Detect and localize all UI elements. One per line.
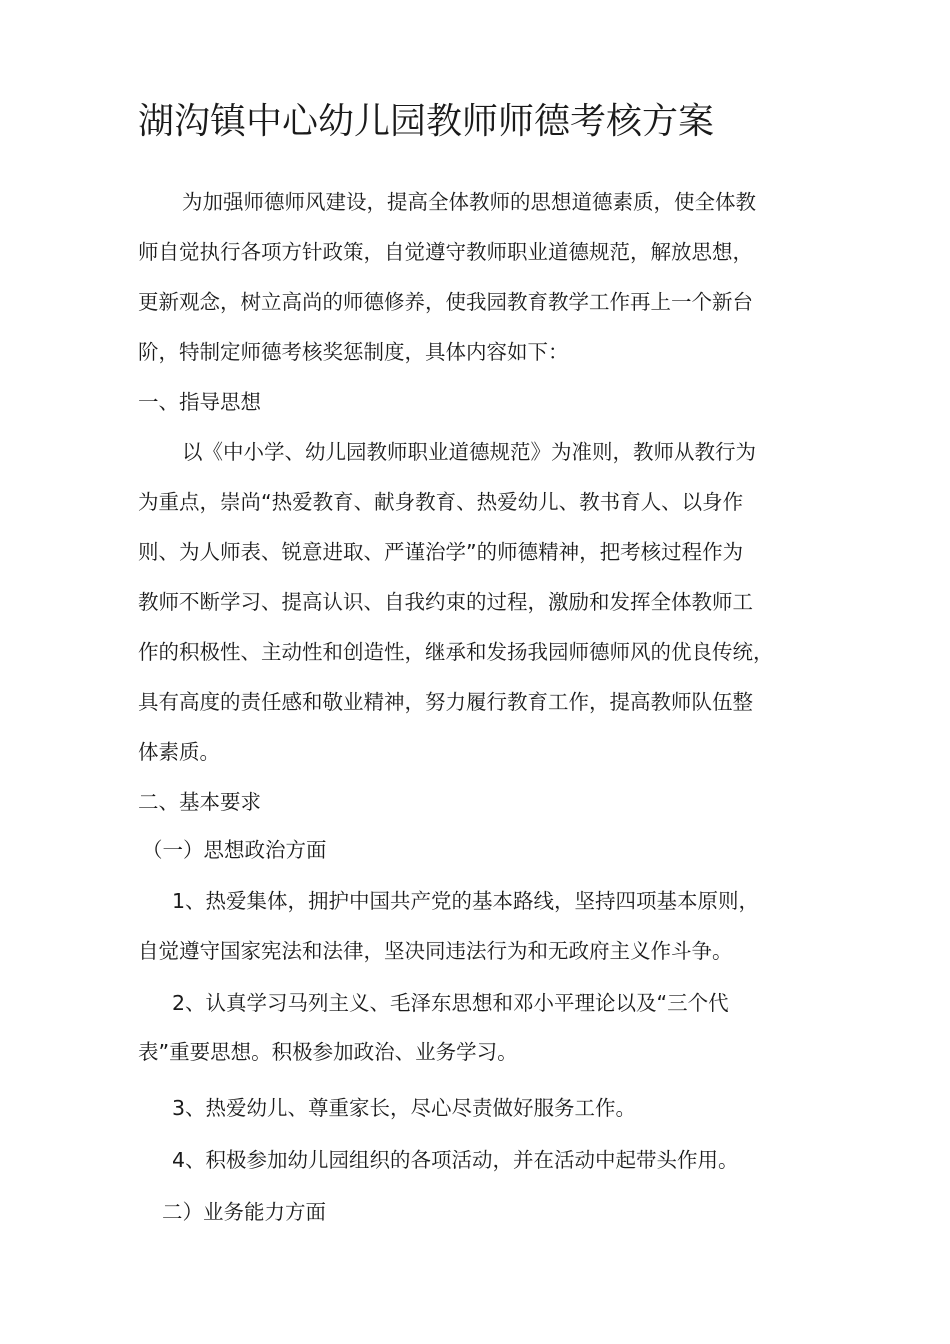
list-item-line: 1、热爱集体，拥护中国共产党的基本路线，坚持四项基本原则， — [172, 889, 760, 913]
paragraph-line: 具有高度的责任感和敬业精神，努力履行教育工作，提高教师队伍整 — [138, 690, 753, 714]
list-item-line: 4、积极参加幼儿园组织的各项活动，并在活动中起带头作用。 — [172, 1148, 739, 1172]
list-item-line: 表”重要思想。积极参加政治、业务学习。 — [138, 1040, 518, 1064]
intro-line: 更新观念，树立高尚的师德修养，使我园教育教学工作再上一个新台 — [138, 290, 753, 314]
paragraph-line: 则、为人师表、锐意进取、严谨治学”的师德精神，把考核过程作为 — [138, 540, 744, 564]
subsection-heading-political: （一）思想政治方面 — [142, 838, 327, 862]
paragraph-line: 作的积极性、主动性和创造性，继承和发扬我园师德师风的优良传统， — [138, 640, 774, 664]
paragraph-line: 以《中小学、幼儿园教师职业道德规范》为准则，教师从教行为 — [182, 440, 756, 464]
paragraph-line: 教师不断学习、提高认识、自我约束的过程，激励和发挥全体教师工 — [138, 590, 753, 614]
paragraph-line: 为重点，崇尚“热爱教育、献身教育、热爱幼儿、教书育人、以身作 — [138, 490, 744, 514]
section-heading-basic-requirements: 二、基本要求 — [138, 790, 261, 814]
document-title: 湖沟镇中心幼儿园教师师德考核方案 — [138, 101, 715, 142]
list-item-line: 自觉遵守国家宪法和法律，坚决同违法行为和无政府主义作斗争。 — [138, 939, 733, 963]
paragraph-line: 体素质。 — [138, 740, 220, 764]
section-heading-guiding-thought: 一、指导思想 — [138, 390, 261, 414]
intro-line: 阶，特制定师德考核奖惩制度，具体内容如下： — [138, 340, 569, 364]
list-item-line: 2、认真学习马列主义、毛泽东思想和邓小平理论以及“三个代 — [172, 991, 729, 1015]
subsection-heading-professional: 二）业务能力方面 — [162, 1200, 326, 1224]
intro-line: 师自觉执行各项方针政策，自觉遵守教师职业道德规范，解放思想， — [138, 240, 753, 264]
intro-line: 为加强师德师风建设，提高全体教师的思想道德素质，使全体教 — [182, 190, 756, 214]
list-item-line: 3、热爱幼儿、尊重家长，尽心尽责做好服务工作。 — [172, 1096, 637, 1120]
